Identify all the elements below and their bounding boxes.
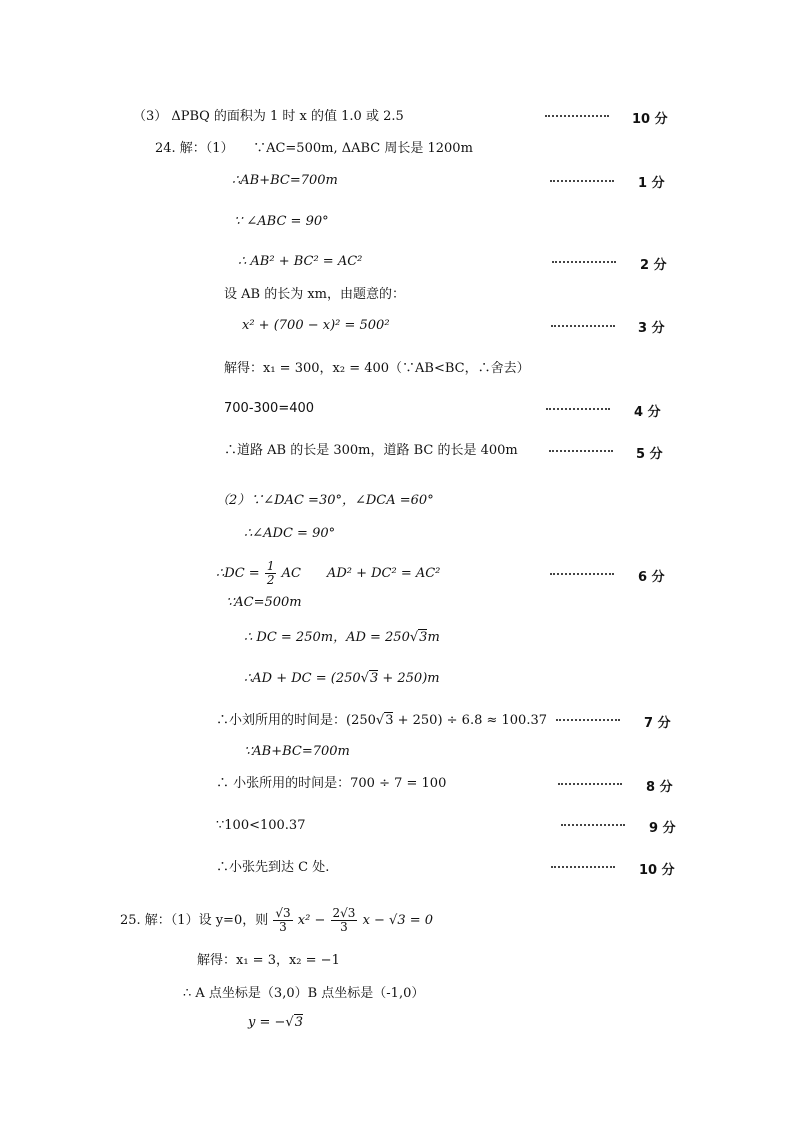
q24-angle-adc: ∴∠ADC = 90° [244, 526, 336, 541]
liu-rest: + 250) ÷ 6.8 ≈ 100.37 [393, 713, 547, 728]
score-leader [558, 783, 622, 785]
q24-let: 设 AB 的长为 xm，由题意的： [224, 287, 405, 302]
q25-rest: x − √3 = 0 [362, 913, 434, 928]
score-label: 8 分 [646, 780, 673, 795]
q24-right-angle: ∵ ∠ABC = 90° [234, 214, 329, 229]
sqrt-radicand: 3 [369, 671, 379, 686]
score-label: 1 分 [638, 176, 665, 191]
q24-pythagoras: ∴ AB² + BC² = AC² [238, 254, 363, 269]
q25-heading [120, 907, 433, 934]
q25-solution: 解得：x₁ = 3，x₂ = −1 [197, 953, 340, 968]
score-label: 10 分 [639, 863, 675, 878]
q25-term: x² − [297, 913, 326, 928]
q24-equation: x² + (700 − x)² = 500² [242, 318, 390, 333]
sqrt-radicand: 3 [385, 713, 394, 728]
dc-equals: ∴DC = [216, 566, 260, 581]
score-leader [551, 866, 615, 868]
score-label: 9 分 [649, 821, 676, 836]
fraction-denominator: 2 [266, 573, 275, 587]
score-label: 7 分 [644, 716, 671, 731]
q24-zhang-time: ∴ 小张所用的时间是：700 ÷ 7 = 100 [216, 776, 447, 791]
score-leader [561, 824, 625, 826]
score-label: 5 分 [636, 447, 663, 462]
liu-text: ∴小刘所用的时间是：(250 [216, 713, 376, 728]
score-label: 3 分 [638, 321, 665, 336]
q25-intro: 25. 解：（1）设 y=0，则 [120, 913, 269, 928]
score-leader [545, 115, 609, 117]
q24-line-sum: ∴AB+BC=700m [232, 173, 338, 188]
q24-liu-time [216, 712, 547, 730]
score-leader [549, 450, 613, 452]
q24-subtraction: 700-300=400 [224, 401, 315, 416]
score-leader [552, 261, 616, 263]
score-label: 6 分 [638, 570, 665, 585]
fraction-sqrt3-over-3 [273, 907, 292, 934]
score-leader [556, 719, 620, 721]
score-label: 10 分 [632, 112, 668, 127]
q24-compare: ∵100<100.37 [216, 818, 306, 833]
sqrt-sign: √ [409, 630, 419, 645]
q24-dc-half [216, 560, 440, 587]
q24-heading: 24. 解：（1） ∵AC=500m, ΔABC 周长是 1200m [155, 141, 473, 156]
fraction-denominator: 3 [340, 920, 348, 934]
q25-coordinates: ∴ A 点坐标是（3,0）B 点坐标是（-1,0） [183, 986, 425, 1001]
fraction-2sqrt3-over-3 [331, 907, 358, 934]
q25-y-value [248, 1014, 303, 1032]
sqrt-radicand: 3 [294, 1015, 303, 1030]
sqrt-sign: √ [360, 671, 369, 686]
part-3-answer: （3） ΔPBQ 的面积为 1 时 x 的值 1.0 或 2.5 [133, 109, 404, 124]
half-fraction [265, 560, 277, 587]
score-leader [550, 573, 614, 575]
fraction-denominator: 3 [279, 920, 287, 934]
q24-ad-plus-dc [244, 670, 440, 688]
fraction-numerator: √3 [275, 906, 291, 920]
sqrt-radicand: 3 [419, 630, 428, 645]
score-leader [546, 408, 610, 410]
score-leader [551, 325, 615, 327]
q24-solution: 解得：x₁ = 300，x₂ = 400（∵AB<BC，∴舍去） [224, 361, 530, 376]
sum-text: ∴AD + DC = (250 [244, 671, 361, 686]
q24-conclusion-1: ∴道路 AB 的长是 300m，道路 BC 的长是 400m [224, 443, 518, 458]
score-leader [550, 180, 614, 182]
dc-ad-text: ∴ DC = 250m，AD = 250 [244, 630, 410, 645]
y-text: y = − [248, 1015, 286, 1030]
q24-final: ∴小张先到达 C 处. [216, 860, 330, 875]
score-label: 4 分 [634, 405, 661, 420]
q24-ac-given: ∵AC=500m [226, 595, 302, 610]
q24-dc-ad-values [244, 629, 440, 647]
sum-rest: + 250)m [378, 671, 440, 686]
fraction-numerator: 2√3 [332, 906, 356, 920]
sqrt-sign: √ [285, 1015, 294, 1030]
dc-ad-unit: m [427, 630, 440, 645]
fraction-numerator: 1 [266, 559, 275, 573]
sqrt-sign: √ [375, 713, 385, 728]
dc-rest: AC AD² + DC² = AC² [281, 566, 441, 581]
q24-part2-given: （2）∵∠DAC =30°，∠DCA =60° [216, 493, 434, 508]
score-label: 2 分 [640, 258, 667, 273]
q24-sum-again: ∵AB+BC=700m [244, 744, 350, 759]
